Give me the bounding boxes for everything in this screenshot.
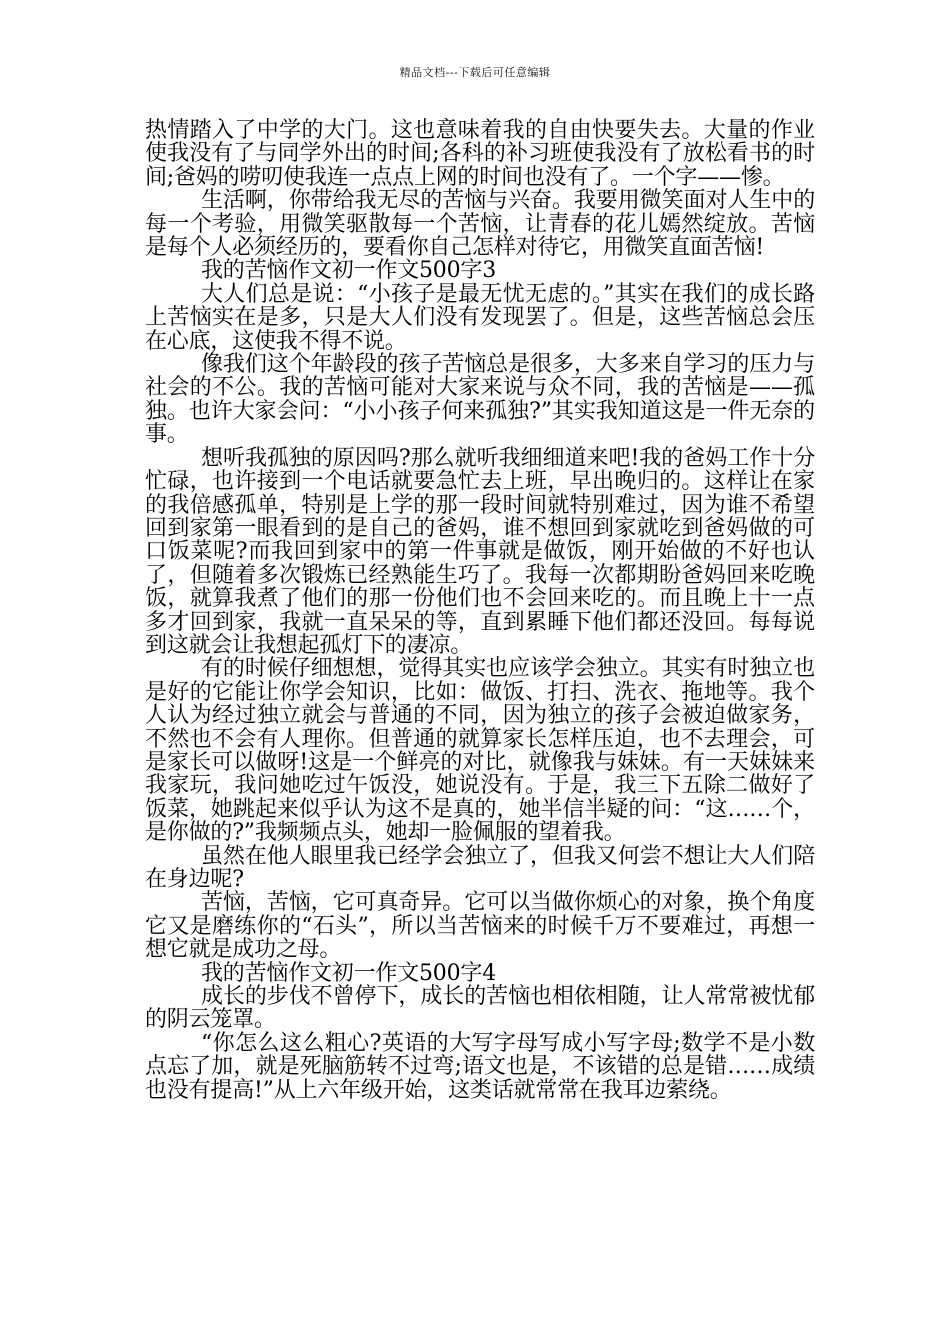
paragraph-7: 有的时候仔细想想，觉得其实也应该学会独立。其实有时独立也是好的它能让你学会知识，比如：做饭、打扫、洗衣、拖地等。我个人认为经过独立就会与普通的不同，因为独立的孩子会被迫做家务，不然也不会有人理你。但普通的就算家长怎样压迫，也不去理会，可是家长可以做呀!这是一个鲜亮的对比，就像我与妹妹。有一天妹妹来我家玩，我问她吃过午饭没，她说没有。于是，我三下五除二做好了饭菜，她跳起来似乎认为这不是真的，她半信半疑的问：“这……个，是你做的?”我频频点头，她却一脸佩服的望着我。 (145, 656, 815, 846)
paragraph-1: 热情踏入了中学的大门。这也意味着我的自由快要失去。大量的作业使我没有了与同学外出的时间;各科的补习班使我没有了放松看书的时间;爸妈的唠叨使我连一点点上网的时间也没有了。一个字——惨。 (145, 118, 815, 190)
page-header: 精品文档---下载后可任意编辑 (399, 66, 551, 79)
paragraph-5: 像我们这个年龄段的孩子苦恼总是很多，大多来自学习的压力与社会的不公。我的苦恼可能对大家来说与众不同，我的苦恼是——孤独。也许大家会问：“小小孩子何来孤独?”其实我知道这是一件无奈的事。 (145, 352, 815, 448)
section-heading-4: 我的苦恼作文初一作文500字4 (201, 960, 496, 986)
paragraph-2: 生活啊，你带给我无尽的苦恼与兴奋。我要用微笑面对人生中的每一个考验，用微笑驱散每一个苦恼，让青春的花儿嫣然绽放。苦恼是每个人必须经历的，要看你自己怎样对待它，用微笑直面苦恼! (145, 188, 815, 261)
paragraph-6: 想听我孤独的原因吗?那么就听我细细道来吧!我的爸妈工作十分忙碌，也许接到一个电话就要急忙去上班，早出晚归的。这样让在家的我倍感孤单，特别是上学的那一段时间就特别难过，因为谁不希望回到家第一眼看到的是自己的爸妈，谁不想回到家就吃到爸妈做的可口饭菜呢?而我回到家中的第一件事就是做饭，刚开始做的不好也认了，但随着多次锻炼已经熟能生巧了。我每一次都期盼爸妈回来吃晚饭，就算我煮了他们的那一份他们也不会回来吃的。而且晚上十一点多才回到家，我就一直呆呆的等，直到累睡下他们都还没回。每每说到这就会让我想起孤灯下的凄凉。 (145, 445, 815, 658)
paragraph-9: 苦恼，苦恼，它可真奇异。它可以当做你烦心的对象，换个角度它又是磨练你的“石头”，所以当苦恼来的时候千万不要难过，再想一想它就是成功之母。 (145, 890, 815, 963)
paragraph-11: 成长的步伐不曾停下，成长的苦恼也相依相随，让人常常被忧郁的阴云笼罩。 (145, 984, 815, 1033)
paragraph-12: “你怎么这么粗心?英语的大写字母写成小写字母;数学不是小数点忘了加，就是死脑筋转不过弯;语文也是，不该错的总是错……成绩也没有提高!”从上六年级开始，这类话就常常在我耳边萦绕。 (145, 1030, 815, 1103)
paragraph-4: 大人们总是说：“小孩子是最无忧无虑的。”其实在我们的成长路上苦恼实在是多，只是大人们没有发现罢了。但是，这些苦恼总会压在心底，这使我不得不说。 (145, 281, 815, 354)
section-heading-3: 我的苦恼作文初一作文500字3 (201, 258, 496, 284)
paragraph-8: 虽然在他人眼里我已经学会独立了，但我又何尝不想让大人们陪在身边呢? (145, 843, 815, 892)
document-body (145, 119, 815, 1102)
